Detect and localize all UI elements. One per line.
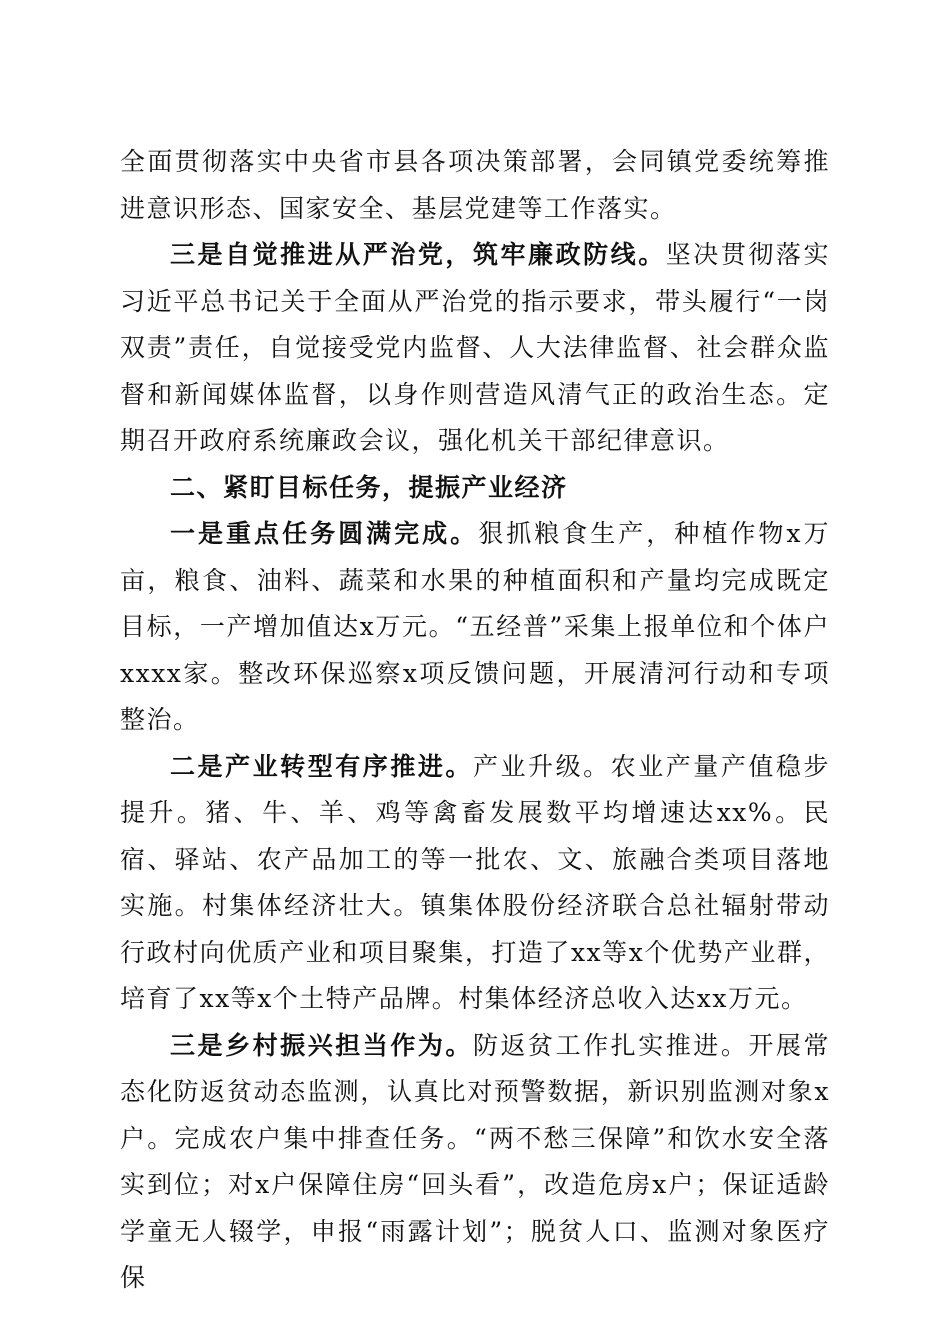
paragraph-lead: 一是重点任务圆满完成。 bbox=[170, 519, 479, 548]
paragraph-lead: 三是自觉推进从严治党，筑牢廉政防线。 bbox=[170, 240, 666, 269]
paragraph-4 bbox=[120, 744, 830, 1023]
paragraph-1 bbox=[120, 139, 830, 232]
paragraph-5 bbox=[120, 1023, 830, 1302]
paragraph-text: 防返贫工作扎实推进。开展常态化防返贫动态监测，认真比对预警数据，新识别监测对象x户。完成农户集中排查任务。“两不愁三保障”和饮水安全落实到位；对x户保障住房“回头看”，改造危房x户；保证适龄学童无人辍学，申报“雨露计划”；脱贫人口、监测对象医疗保 bbox=[120, 1030, 830, 1292]
document-body bbox=[120, 139, 830, 1302]
paragraph-text: 狠抓粮食生产，种植作物x万亩，粮食、油料、蔬菜和水果的种植面积和产量均完成既定目标，一产增加值达x万元。“五经普”采集上报单位和个体户xxxx家。整改环保巡察x项反馈问题，开展清河行动和专项整治。 bbox=[120, 519, 830, 734]
paragraph-lead: 二是产业转型有序推进。 bbox=[170, 751, 473, 781]
paragraph-text: 全面贯彻落实中央省市县各项决策部署，会同镇党委统筹推进意识形态、国家安全、基层党建等工作落实。 bbox=[120, 147, 830, 223]
paragraph-2 bbox=[120, 232, 830, 465]
paragraph-lead: 三是乡村振兴担当作为。 bbox=[170, 1030, 473, 1060]
section-heading: 二、紧盯目标任务，提振产业经济 bbox=[170, 472, 568, 502]
paragraph-text: 坚决贯彻落实习近平总书记关于全面从严治党的指示要求，带头履行“一岗双责”责任，自觉接受党内监督、人大法律监督、社会群众监督和新闻媒体监督，以身作则营造风清气正的政治生态。定期召开政府系统廉政会议，强化机关干部纪律意识。 bbox=[120, 240, 830, 455]
paragraph-3 bbox=[120, 511, 830, 744]
paragraph-text: 产业升级。农业产量产值稳步提升。猪、牛、羊、鸡等禽畜发展数平均增速达xx%。民宿、驿站、农产品加工的等一批农、文、旅融合类项目落地实施。村集体经济壮大。镇集体股份经济联合总社辐射带动行政村向优质产业和项目聚集，打造了xx等x个优势产业群，培育了xx等x个土特产品牌。村集体经济总收入达xx万元。 bbox=[120, 751, 830, 1013]
